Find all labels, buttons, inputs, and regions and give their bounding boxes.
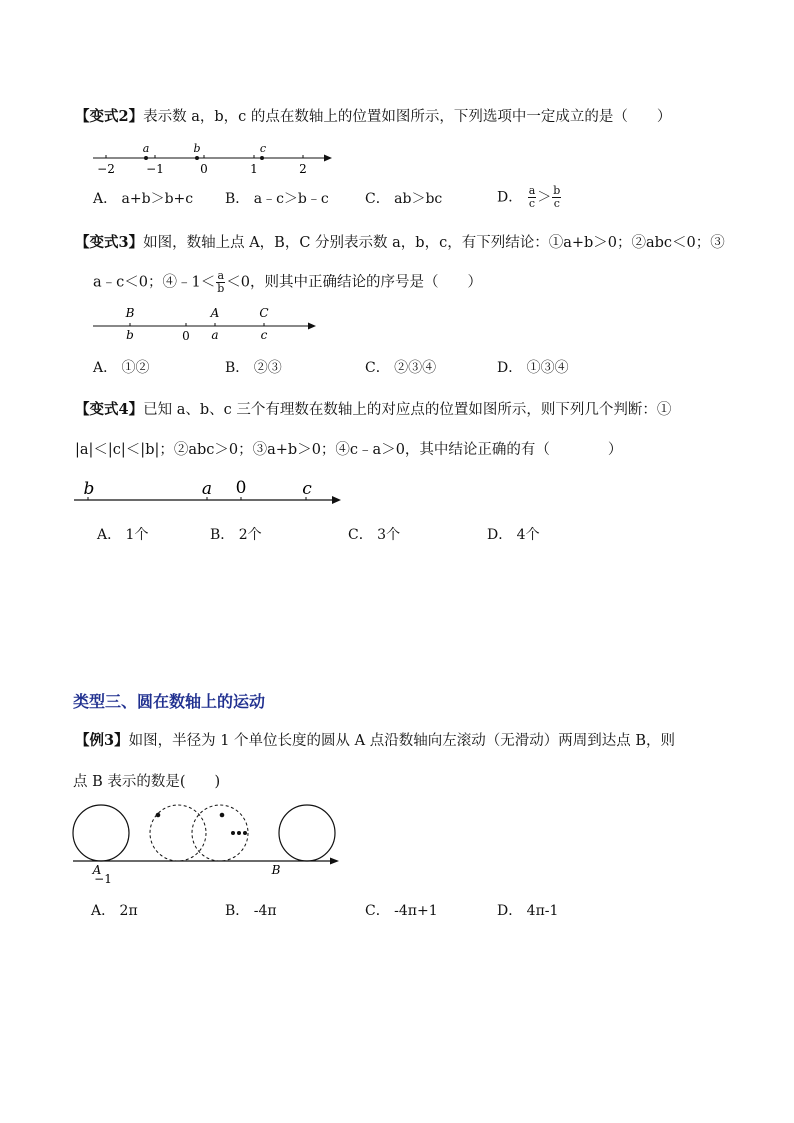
v3-axis-arrow [308,323,316,330]
v2-option-d-prefix: D． [497,189,523,206]
section-title: 类型三、圆在数轴上的运动 [73,692,266,711]
v2-label-c: c [259,142,267,155]
v4-option-d[interactable]: D． 4个 [487,527,540,543]
v3-label-c: c [260,328,268,342]
v4-label-c: c [302,479,312,499]
ex3-option-b[interactable]: B． -4π [225,903,277,919]
v4-label-a: a [201,479,213,499]
v3-label-A: A [210,306,220,320]
v2-tick-label-1: 1 [250,162,258,176]
ex3-circle-end [279,805,335,861]
v4-label-0: 0 [235,478,247,498]
v2-number-line [88,140,338,178]
v2-option-c[interactable]: C． ab＞bc [365,191,443,207]
ex3-tag: 【例3】 [75,732,129,749]
v2-option-d-frac2: $\frac{b}{c}$ [553,184,561,210]
ex3-circle-start [73,805,129,861]
v4-question-line1 [75,400,671,420]
v2-option-a[interactable]: A． a+b＞b+c [93,191,194,207]
v2-point-a [144,156,148,160]
v3-text-line2a: a﹣c＜0；④﹣1＜ [93,274,216,291]
ex3-question-line2: 点 B 表示的数是( ) [73,774,221,790]
v2-label-a: a [142,142,150,155]
ex3-ellipsis-dot-1 [231,831,235,835]
v4-option-a[interactable]: A． 1个 [97,527,149,543]
ex3-dot-right [220,813,225,818]
ex3-question-line1 [75,731,675,751]
v2-tick-label-m2: −2 [97,162,115,176]
v4-option-b[interactable]: B． 2个 [210,527,262,543]
v3-question-line2 [93,270,482,295]
v3-option-d[interactable]: D． ①③④ [497,360,569,376]
ex3-ellipsis-dot-3 [243,831,247,835]
v4-label-b: b [83,479,95,499]
ex3-text-line1: 如图，半径为 1 个单位长度的圆从 A 点沿数轴向左滚动（无滑动）两周到达点 B，则 [128,733,675,749]
v3-label-b: b [126,328,134,342]
ex3-label-B: B [271,863,281,877]
ex3-ellipsis-dot-2 [237,831,241,835]
v2-axis-arrow [324,155,332,162]
v4-tag: 【变式4】 [75,401,144,418]
v3-text-line1: 如图，数轴上点 A，B，C 分别表示数 a，b，c，有下列结论：①a+b＞0；②abc＜0；③ [143,235,725,251]
ex3-rolling-circle-figure [70,800,345,886]
v2-option-d-frac1: $\frac{a}{c}$ [528,184,536,210]
v3-option-c[interactable]: C． ②③④ [365,360,437,376]
v2-option-d[interactable] [497,185,562,210]
v2-tag: 【变式2】 [75,108,144,125]
v3-label-0: 0 [182,329,190,343]
v2-tick-label-2: 2 [299,162,307,176]
v2-question [75,107,671,127]
v3-frac: $\frac{a}{b}$ [217,269,225,295]
v2-option-b[interactable]: B． a﹣c＞b﹣c [225,191,329,207]
v2-tick-label-0: 0 [200,162,208,176]
v2-label-b: b [193,142,201,155]
v4-axis-arrow [332,496,341,504]
v3-question-line1 [75,233,725,253]
v2-tick-label-m1: −1 [146,162,164,176]
ex3-label-A: A [92,863,102,877]
v3-text-line2b: ＜0，则其中正确结论的序号是（ ） [226,274,482,291]
ex3-axis-arrow [330,858,339,865]
ex3-dot-left [156,813,161,818]
ex3-label-neg1: −1 [94,872,112,886]
v3-label-C: C [259,306,269,320]
ex3-option-a[interactable]: A． 2π [91,903,138,919]
v3-number-line [88,303,323,343]
ex3-option-d[interactable]: D． 4π-1 [497,903,559,919]
ex3-option-c[interactable]: C． -4π+1 [365,903,438,919]
v4-option-c[interactable]: C． 3个 [348,527,401,543]
v3-label-a: a [211,328,219,342]
v4-number-line [70,475,350,513]
v4-text-line1: 已知 a、b、c 三个有理数在数轴上的对应点的位置如图所示，则下列几个判断：① [143,402,672,418]
v3-tag: 【变式3】 [75,234,144,251]
v2-point-c [260,156,264,160]
v4-question-line2: |a|＜|c|＜|b|；②abc＞0；③a+b＞0；④c﹣a＞0，其中结论正确的有（ ） [75,442,623,458]
v3-label-B: B [125,306,135,320]
v3-option-a[interactable]: A． ①② [93,360,150,376]
v2-option-d-gt: ＞ [537,189,552,206]
v2-point-b [195,156,199,160]
v3-option-b[interactable]: B． ②③ [225,360,282,376]
v2-text: 表示数 a，b，c 的点在数轴上的位置如图所示，下列选项中一定成立的是（ ） [143,109,672,125]
